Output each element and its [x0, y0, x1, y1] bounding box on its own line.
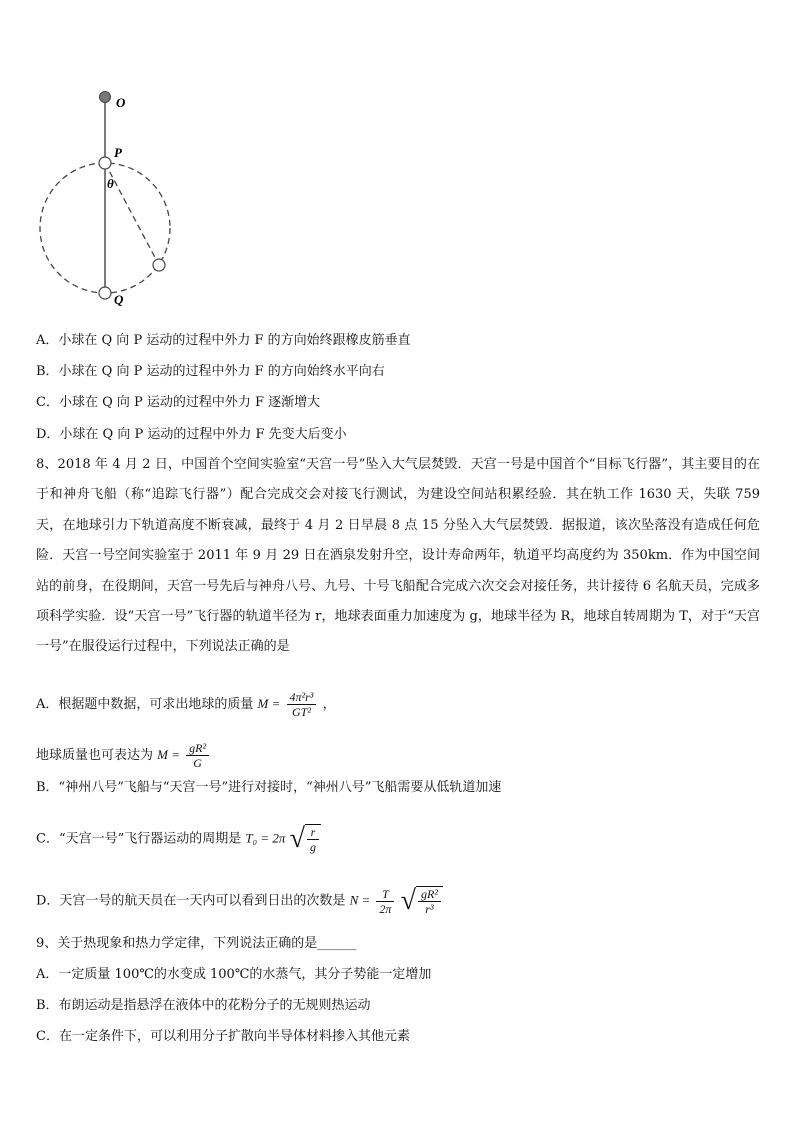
label-theta: θ — [107, 176, 114, 191]
q7-option-d: D．小球在 Q 向 P 运动的过程中外力 F 先变大后变小 — [36, 427, 347, 442]
q8-a-denominator: GT² — [292, 705, 311, 719]
point-O — [100, 92, 111, 103]
point-ball — [153, 259, 165, 271]
q8-a2-text: 地球质量也可表达为 — [36, 748, 154, 763]
q8-a-tail: ， — [322, 697, 336, 712]
q8-c-numerator: r — [307, 825, 319, 840]
q8-d-fraction-2 — [418, 887, 441, 916]
q8-d-fraction-1 — [376, 887, 394, 916]
q8-d-denominator-2: r³ — [425, 902, 434, 916]
q8-a2-numerator: gR² — [186, 741, 209, 756]
q8-c-denominator: g — [309, 840, 316, 854]
sqrt-icon: √ — [289, 823, 305, 854]
q8-stem: 8、2018 年 4 月 2 日，中国首个空间实验室“天宫一号”坠入大气层焚毁．天宫一号是中国首个“目标飞行器”，其主要目的在于和神舟飞船（称“追踪飞行器”）配合完成交会对接飞行测试，为建设空间站积累经验．其在轨工作 1630 天，失联 759 天，在地球引力下轨道高度不断衰减，最终于 4 月 2 日早晨 8 点 15 分坠入大气层焚毁．据报道，该次坠落没有造成任何危险．天宫一号空间实验室于 2011 年 9 月 29 日在酒泉发射升空，设计寿命两年，轨道平均高度约为 350km．作为中国空间站的前身，在役期间，天宫一号先后与神舟八号、九号、十号飞船配合完成六次交会对接任务，共计接待 6 名航天员，完成多项科学实验．设“天宫一号”飞行器的轨道半径为 r，地球表面重力加速度为 g，地球半径为 R，地球自转周期为 T，对于“天宫一号”在服役运行过程中，下列说法正确的是 — [36, 457, 760, 655]
q8-c-fraction — [307, 825, 319, 854]
q8-d-sqrt — [401, 886, 443, 916]
q8-a2-lhs: M = — [157, 747, 181, 762]
q8-option-c — [36, 824, 321, 854]
q8-a-numerator: 4π²r³ — [287, 690, 317, 705]
q8-c-sqrt — [290, 824, 321, 854]
label-P: P — [114, 145, 122, 160]
q9-option-c: C．在一定条件下，可以利用分子扩散向半导体材料掺入其他元素 — [36, 1029, 410, 1044]
q8-a-text: A．根据题中数据，可求出地球的质量 — [36, 697, 254, 712]
q8-option-a2 — [36, 741, 211, 770]
q8-option-b: B．“神州八号”飞船与“天宫一号”进行对接时，“神州八号”飞船需要从低轨道加速 — [36, 780, 502, 795]
q8-c-text: C．“天宫一号”飞行器运动的周期是 — [36, 831, 242, 847]
label-O: O — [116, 95, 126, 110]
q7-option-a: A．小球在 Q 向 P 运动的过程中外力 F 的方向始终跟橡皮筋垂直 — [36, 333, 411, 348]
q8-d-numerator-2: gR² — [418, 887, 441, 902]
q7-option-b: B．小球在 Q 向 P 运动的过程中外力 F 的方向始终水平向右 — [36, 364, 385, 379]
q9-option-a: A．一定质量 100℃的水变成 100℃的水蒸气，其分子势能一定增加 — [36, 967, 432, 982]
q9-stem: 9、关于热现象和热力学定律，下列说法正确的是______ — [36, 936, 357, 951]
point-Q — [99, 287, 111, 299]
q8-option-d — [36, 886, 443, 916]
sqrt-icon: √ — [400, 885, 416, 916]
label-Q: Q — [114, 292, 124, 307]
q8-a-fraction — [287, 690, 317, 719]
q8-d-text: D．天宫一号的航天员在一天内可以看到日出的次数是 — [36, 893, 346, 909]
q9-option-b: B．布朗运动是指悬浮在液体中的花粉分子的无规则热运动 — [36, 998, 371, 1013]
q8-a2-denominator: G — [193, 756, 202, 770]
q7-option-c: C．小球在 Q 向 P 运动的过程中外力 F 逐渐增大 — [36, 395, 321, 410]
point-P — [99, 157, 111, 169]
q8-d-lhs: N = — [349, 892, 371, 908]
q8-c-lhs: T₀ = 2π — [245, 830, 286, 846]
q8-d-numerator-1: T — [376, 887, 394, 902]
pendulum-figure — [30, 88, 230, 308]
q8-option-a — [36, 690, 336, 719]
q8-a-lhs: M = — [257, 696, 281, 711]
q8-d-denominator-1: 2π — [379, 901, 392, 916]
q8-a2-fraction — [186, 741, 209, 770]
